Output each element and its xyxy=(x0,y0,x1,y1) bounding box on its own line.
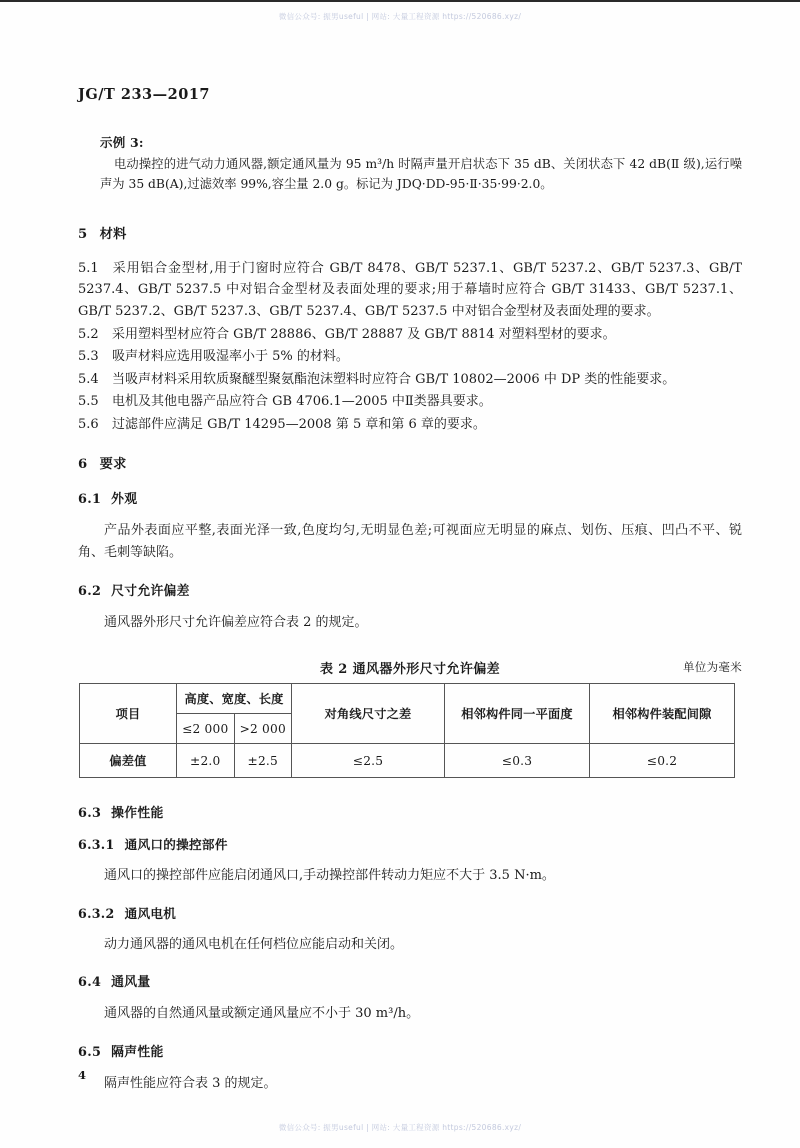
clause-6-2-number: 6.2 xyxy=(78,583,102,599)
table-header-assembly-gap: 相邻构件装配间隙 xyxy=(590,684,735,744)
clause-5-title: 材料 xyxy=(99,226,127,242)
example-title: 示例 3: xyxy=(100,135,144,150)
page-content xyxy=(78,86,742,1102)
table-header-dimension-gt: >2 000 xyxy=(234,714,292,744)
clause-6-3-2-heading xyxy=(78,903,742,922)
clause-6-3-1-number: 6.3.1 xyxy=(78,837,115,853)
clause-5-2 xyxy=(78,324,742,346)
table-2-caption: 表 2 通风器外形尺寸允许偏差 xyxy=(319,662,501,678)
table-header-dimension-group: 高度、宽度、长度 xyxy=(177,684,292,714)
table-header-coplanarity: 相邻构件同一平面度 xyxy=(445,684,590,744)
table-header-item: 项目 xyxy=(80,684,177,744)
clause-6-3-1-title: 通风口的操控部件 xyxy=(124,837,228,853)
clause-5-1-number: 5.1 xyxy=(78,260,99,276)
clause-6-3-1-heading xyxy=(78,834,742,853)
clause-6-2-body: 通风器外形尺寸允许偏差应符合表 2 的规定。 xyxy=(104,614,368,630)
clause-6-number: 6 xyxy=(78,457,88,473)
table-cell-assembly-gap: ≤0.2 xyxy=(590,744,735,778)
clause-6-1-body: 产品外表面应平整,表面光泽一致,色度均匀,无明显色差;可视面应无明显的麻点、划伤、压痕、凹凸不平、锐角、毛刺等缺陷。 xyxy=(78,523,742,561)
clause-5-5 xyxy=(78,391,742,413)
clause-5-heading xyxy=(78,223,742,242)
clause-6-3-2-body: 动力通风器的通风电机在任何档位应能启动和关闭。 xyxy=(104,936,404,952)
clause-6-heading xyxy=(78,453,742,472)
clause-5-6 xyxy=(78,414,742,436)
clause-6-3-title: 操作性能 xyxy=(111,806,164,822)
table-cell-diagonal: ≤2.5 xyxy=(292,744,445,778)
clause-5-4 xyxy=(78,369,742,391)
clause-5-1 xyxy=(78,258,742,323)
table-header-dimension-le: ≤2 000 xyxy=(177,714,235,744)
watermark-top: 微信公众号: 振男useful | 网站: 大量工程资源 https://520686.xyz/ xyxy=(278,12,522,21)
clause-5-6-number: 5.6 xyxy=(78,416,99,432)
clause-6-3-2-title: 通风电机 xyxy=(124,905,177,921)
clause-6-title: 要求 xyxy=(99,457,127,473)
table-2-caption-row xyxy=(78,658,742,676)
clause-5-number: 5 xyxy=(78,226,88,242)
clause-6-3-1-body: 通风口的操控部件应能启闭通风口,手动操控部件转动力矩应不大于 3.5 N·m。 xyxy=(104,868,555,884)
clause-6-5-body: 隔声性能应符合表 3 的规定。 xyxy=(104,1075,277,1091)
table-cell-row-label: 偏差值 xyxy=(80,744,177,778)
clause-6-3-heading xyxy=(78,802,742,821)
clause-6-2-title: 尺寸允许偏差 xyxy=(111,583,190,599)
clause-5-4-number: 5.4 xyxy=(78,371,99,387)
table-cell-coplanarity: ≤0.3 xyxy=(445,744,590,778)
clause-5-1-text: 采用铝合金型材,用于门窗时应符合 GB/T 8478、GB/T 5237.1、GB/T 5237.2、GB/T 5237.3、GB/T 5237.4、GB/T 5237.5 中对铝合金型材及表面处理的要求;用于幕墙时应符合 GB/T 31433、GB/T 5237.1、GB/T 5237.2、GB/T 5237.3、GB/T 5237.4、GB/T 5237.5 中对铝合金型材及表面处理的要求。 xyxy=(78,260,742,319)
clause-5-5-number: 5.5 xyxy=(78,394,99,410)
example-body: 电动操控的进气动力通风器,额定通风量为 95 m³/h 时隔声量开启状态下 35 dB、关闭状态下 42 dB(Ⅱ 级),运行噪声为 35 dB(A),过滤效率 99%,容尘量 2.0 g。标记为 JDQ·DD-95·Ⅱ·35·99·2.0。 xyxy=(100,157,742,191)
clause-5-3 xyxy=(78,346,742,368)
clause-6-4-number: 6.4 xyxy=(78,975,102,991)
scan-edge xyxy=(0,0,800,2)
clause-5-3-text: 吸声材料应选用吸湿率小于 5% 的材料。 xyxy=(112,349,349,365)
clause-6-1-heading xyxy=(78,488,742,507)
table-row xyxy=(80,684,735,714)
example-note-block xyxy=(78,133,742,195)
clause-5-3-number: 5.3 xyxy=(78,349,99,365)
clause-6-4-title: 通风量 xyxy=(111,975,151,991)
clause-6-5-heading xyxy=(78,1041,742,1060)
table-cell-dimension-gt: ±2.5 xyxy=(234,744,292,778)
clause-6-3-2-number: 6.3.2 xyxy=(78,905,115,921)
table-row xyxy=(80,744,735,778)
table-2-dimensional-tolerance xyxy=(79,683,735,778)
clause-5-2-number: 5.2 xyxy=(78,326,99,342)
clause-6-5-title: 隔声性能 xyxy=(111,1044,164,1060)
watermark-bottom: 微信公众号: 振男useful | 网站: 大量工程资源 https://520686.xyz/ xyxy=(278,1123,522,1132)
clause-5-5-text: 电机及其他电器产品应符合 GB 4706.1—2005 中Ⅱ类器具要求。 xyxy=(112,394,492,410)
clause-6-4-heading xyxy=(78,971,742,990)
clause-6-1-number: 6.1 xyxy=(78,492,102,508)
table-cell-dimension-le: ±2.0 xyxy=(177,744,235,778)
clause-5-2-text: 采用塑料型材应符合 GB/T 28886、GB/T 28887 及 GB/T 8814 对塑料型材的要求。 xyxy=(112,326,616,342)
clause-6-3-number: 6.3 xyxy=(78,806,102,822)
clause-5-4-text: 当吸声材料采用软质聚醚型聚氨酯泡沫塑料时应符合 GB/T 10802—2006 中 DP 类的性能要求。 xyxy=(112,371,676,387)
clause-6-4-body: 通风器的自然通风量或额定通风量应不小于 30 m³/h。 xyxy=(104,1006,420,1022)
standard-code-header: JG/T 233—2017 xyxy=(78,86,211,103)
clause-5-6-text: 过滤部件应满足 GB/T 14295—2008 第 5 章和第 6 章的要求。 xyxy=(112,416,486,432)
clause-6-2-heading xyxy=(78,580,742,599)
clause-6-1-title: 外观 xyxy=(111,492,138,508)
clause-6-5-number: 6.5 xyxy=(78,1044,102,1060)
table-header-diagonal: 对角线尺寸之差 xyxy=(292,684,445,744)
page-number: 4 xyxy=(78,1068,87,1082)
table-2-unit-note: 单位为毫米 xyxy=(683,660,742,675)
